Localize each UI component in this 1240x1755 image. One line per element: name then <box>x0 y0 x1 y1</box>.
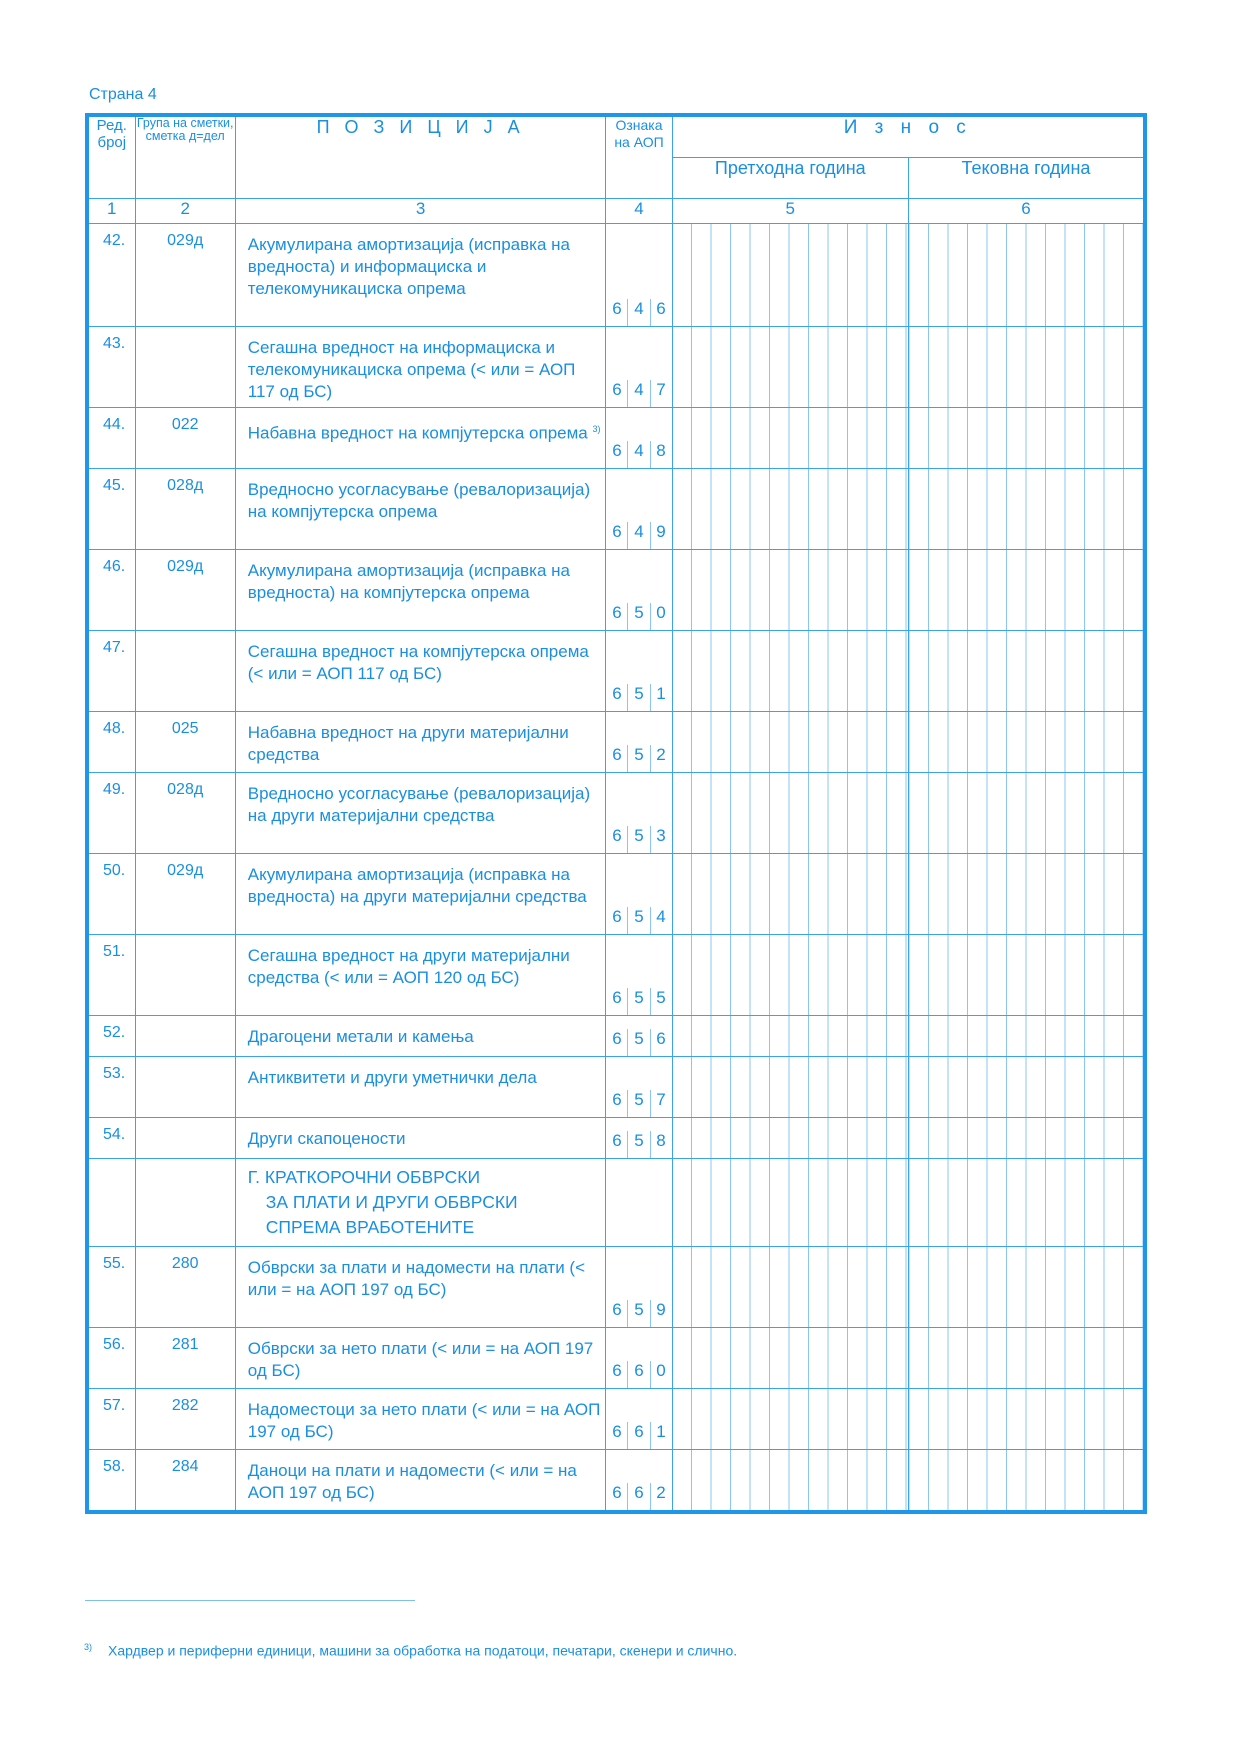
account-group: 029д <box>135 550 235 631</box>
amount-curr-year-cell[interactable] <box>909 408 1146 469</box>
aop-digit: 5 <box>627 988 649 1015</box>
aop-digit: 6 <box>612 441 622 460</box>
position-text <box>235 1057 606 1118</box>
amount-prev-year-cell[interactable] <box>672 773 908 854</box>
account-group: 022 <box>135 408 235 469</box>
account-group: 025 <box>135 712 235 773</box>
aop-digit: 5 <box>627 907 649 934</box>
aop-digit: 5 <box>650 988 672 1015</box>
aop-digit: 5 <box>627 1090 649 1117</box>
amount-curr-year-cell[interactable] <box>909 1389 1146 1450</box>
amount-prev-year-cell[interactable] <box>672 469 908 550</box>
account-group: 028д <box>135 773 235 854</box>
row-number: 51. <box>87 935 135 1016</box>
position-label: Сегашна вредност на компјутерска опрема (< или = АОП 117 од БС) <box>247 642 589 683</box>
amount-curr-year-cell[interactable] <box>909 1057 1146 1118</box>
aop-digit: 6 <box>612 522 622 541</box>
amount-prev-year-cell[interactable] <box>672 1118 908 1159</box>
row-number: 50. <box>87 854 135 935</box>
amount-curr-year-cell[interactable] <box>909 631 1146 712</box>
header-account-group: Група на сметки, сметка д=дел <box>135 115 235 199</box>
position-text <box>235 1328 606 1389</box>
position-text <box>235 1450 606 1513</box>
row-number: 42. <box>87 224 135 327</box>
amount-prev-year-cell[interactable] <box>672 224 908 327</box>
account-group <box>135 631 235 712</box>
amount-curr-year-cell[interactable] <box>909 773 1146 854</box>
section-title: Г. КРАТКОРОЧНИ ОБВРСКИ ЗА ПЛАТИ И ДРУГИ ОБВРСКИ СПРЕМА ВРАБОТЕНИТЕ <box>235 1159 606 1247</box>
header-previous-year: Претходна година <box>672 158 908 199</box>
position-label: Драгоцени метали и камења <box>247 1027 474 1046</box>
header-current-year: Тековна година <box>909 158 1146 199</box>
account-group <box>135 1118 235 1159</box>
aop-digit: 6 <box>612 1131 622 1150</box>
aop-digit: 3 <box>650 826 672 853</box>
aop-digit: 2 <box>650 745 672 772</box>
aop-digit: 4 <box>627 522 649 549</box>
row-number: 58. <box>87 1450 135 1513</box>
amount-curr-year-cell[interactable] <box>909 1450 1146 1513</box>
row-number: 49. <box>87 773 135 854</box>
section-row <box>87 1159 1145 1247</box>
aop-digit: 5 <box>627 1300 649 1327</box>
row-number: 43. <box>87 327 135 408</box>
amount-prev-year-cell[interactable] <box>672 408 908 469</box>
aop-code <box>606 1389 672 1450</box>
account-group <box>135 1016 235 1057</box>
aop-digit: 6 <box>612 1422 622 1441</box>
aop-digit: 1 <box>650 684 672 711</box>
aop-digit: 8 <box>650 441 672 468</box>
aop-digit: 6 <box>612 1300 622 1319</box>
table-row <box>87 327 1145 408</box>
aop-digit: 6 <box>612 907 622 926</box>
position-label: Други скапоцености <box>247 1129 406 1148</box>
aop-digit: 5 <box>627 684 649 711</box>
amount-curr-year-cell[interactable] <box>909 224 1146 327</box>
row-number: 45. <box>87 469 135 550</box>
account-group: 029д <box>135 854 235 935</box>
aop-digit: 1 <box>650 1422 672 1449</box>
aop-code <box>606 408 672 469</box>
row-number: 55. <box>87 1247 135 1328</box>
amount-prev-year-cell[interactable] <box>672 854 908 935</box>
footnote-mark: 3) <box>84 1642 93 1652</box>
position-text <box>235 1016 606 1057</box>
aop-digit: 4 <box>627 441 649 468</box>
amount-prev-year-cell[interactable] <box>672 1450 908 1513</box>
aop-digit: 0 <box>650 1361 672 1388</box>
aop-digit: 5 <box>627 745 649 772</box>
page-label: Страна 4 <box>89 86 157 103</box>
aop-digit: 6 <box>650 1029 672 1056</box>
amount-prev-year-cell[interactable] <box>672 1247 908 1328</box>
aop-digit: 5 <box>627 826 649 853</box>
table-row <box>87 1450 1145 1513</box>
position-text <box>235 1118 606 1159</box>
aop-code <box>606 1450 672 1513</box>
aop-digit: 9 <box>650 522 672 549</box>
position-label: Вредносно усогласување (ревалоризација) на компјутерска опрема <box>247 480 591 521</box>
column-number: 2 <box>135 199 235 224</box>
form-table <box>85 113 1147 1514</box>
position-text <box>235 712 606 773</box>
aop-digit: 7 <box>650 380 672 407</box>
header-row <box>87 115 1145 158</box>
amount-prev-year-cell[interactable] <box>672 1016 908 1057</box>
position-label: Акумулирана амортизација (исправка на вредноста) на други материјални средства <box>247 865 587 906</box>
amount-curr-year-cell[interactable] <box>909 1247 1146 1328</box>
amount-prev-year-cell[interactable] <box>672 550 908 631</box>
footnote <box>84 1642 737 1659</box>
account-group: 028д <box>135 469 235 550</box>
aop-digit: 4 <box>627 380 649 407</box>
aop-digit: 4 <box>650 907 672 934</box>
position-label: Сегашна вредност на други материјални средства (< или = АОП 120 од БС) <box>247 946 570 987</box>
amount-prev-year-cell[interactable] <box>672 1057 908 1118</box>
aop-digit: 6 <box>627 1361 649 1388</box>
position-label: Набавна вредност на други материјални средства <box>247 723 569 764</box>
header-row-number: Ред. број <box>87 115 135 199</box>
column-number: 3 <box>235 199 606 224</box>
position-label: Набавна вредност на компјутерска опрема <box>247 423 588 443</box>
account-group: 280 <box>135 1247 235 1328</box>
table-row <box>87 1016 1145 1057</box>
table-row <box>87 1057 1145 1118</box>
position-text <box>235 469 606 550</box>
aop-digit: 6 <box>612 826 622 845</box>
position-label: Антиквитети и други уметнички дела <box>247 1068 537 1087</box>
position-text <box>235 935 606 1016</box>
position-label: Акумулирана амортизација (исправка на вредноста) на компјутерска опрема <box>247 561 570 602</box>
aop-digit: 6 <box>612 1483 622 1502</box>
aop-digit: 6 <box>627 1483 649 1510</box>
aop-digit: 6 <box>627 1422 649 1449</box>
aop-code <box>606 631 672 712</box>
position-label: Обврски за нето плати (< или = на АОП 197 од БС) <box>247 1339 594 1380</box>
row-number: 53. <box>87 1057 135 1118</box>
position-label: Акумулирана амортизација (исправка на вредноста) и информациска и телекомуникациска опрема <box>247 235 570 298</box>
position-text <box>235 327 606 408</box>
aop-code <box>606 327 672 408</box>
account-group: 282 <box>135 1389 235 1450</box>
amount-curr-year-cell[interactable] <box>909 550 1146 631</box>
aop-digit: 6 <box>612 1029 622 1048</box>
footnote-divider <box>85 1600 415 1601</box>
row-number: 57. <box>87 1389 135 1450</box>
column-number-row <box>87 199 1145 224</box>
position-label: Вредносно усогласување (ревалоризација) на други материјални средства <box>247 784 591 825</box>
row-number: 52. <box>87 1016 135 1057</box>
amount-prev-year-cell[interactable] <box>672 1328 908 1389</box>
amount-curr-year-cell[interactable] <box>909 327 1146 408</box>
account-group <box>135 1057 235 1118</box>
amount-curr-year-cell[interactable] <box>909 1016 1146 1057</box>
column-number: 1 <box>87 199 135 224</box>
aop-digit: 7 <box>650 1090 672 1117</box>
table-row <box>87 550 1145 631</box>
aop-code <box>606 224 672 327</box>
aop-digit: 6 <box>612 988 622 1007</box>
amount-curr-year-cell[interactable] <box>909 712 1146 773</box>
table-row <box>87 854 1145 935</box>
account-group: 029д <box>135 224 235 327</box>
account-group: 284 <box>135 1450 235 1513</box>
aop-code <box>606 469 672 550</box>
amount-curr-year-cell[interactable] <box>909 1159 1146 1247</box>
column-number: 6 <box>909 199 1146 224</box>
account-group: 281 <box>135 1328 235 1389</box>
position-label: Даноци на плати и надомести (< или = на АОП 197 од БС) <box>247 1461 577 1502</box>
aop-digit: 2 <box>650 1483 672 1510</box>
aop-code <box>606 1118 672 1159</box>
amount-prev-year-cell[interactable] <box>672 935 908 1016</box>
aop-digit: 9 <box>650 1300 672 1327</box>
table-row <box>87 224 1145 327</box>
aop-digit: 0 <box>650 603 672 630</box>
position-label: Сегашна вредност на информациска и телекомуникациска опрема (< или = АОП 117 од БС) <box>247 338 576 401</box>
position-text <box>235 631 606 712</box>
header-aop-code: Ознака на АОП <box>606 115 672 199</box>
position-text <box>235 773 606 854</box>
aop-code <box>606 1057 672 1118</box>
position-text <box>235 224 606 327</box>
aop-code <box>606 550 672 631</box>
table-row <box>87 469 1145 550</box>
aop-digit: 5 <box>627 603 649 630</box>
table-row <box>87 712 1145 773</box>
aop-code <box>606 1016 672 1057</box>
aop-digit: 4 <box>627 299 649 326</box>
amount-prev-year-cell[interactable] <box>672 1159 908 1247</box>
row-number: 46. <box>87 550 135 631</box>
amount-curr-year-cell[interactable] <box>909 1118 1146 1159</box>
aop-code <box>606 854 672 935</box>
table-row <box>87 408 1145 469</box>
aop-digit: 8 <box>650 1131 672 1158</box>
table-row <box>87 1389 1145 1450</box>
footnote-text: Хардвер и периферни единици, машини за обработка на податоци, печатари, скенери и слично. <box>108 1642 738 1659</box>
aop-digit: 6 <box>612 603 622 622</box>
column-number: 4 <box>606 199 672 224</box>
account-group <box>135 935 235 1016</box>
amount-prev-year-cell[interactable] <box>672 631 908 712</box>
position-label: Обврски за плати и надомести на плати (< или = на АОП 197 од БС) <box>247 1258 586 1299</box>
aop-digit: 6 <box>612 1361 622 1380</box>
amount-curr-year-cell[interactable] <box>909 469 1146 550</box>
table-row <box>87 773 1145 854</box>
row-number: 48. <box>87 712 135 773</box>
table-row <box>87 1118 1145 1159</box>
amount-prev-year-cell[interactable] <box>672 327 908 408</box>
position-label: Надоместоци за нето плати (< или = на АОП 197 од БС) <box>247 1400 601 1441</box>
table-row <box>87 1247 1145 1328</box>
amount-curr-year-cell[interactable] <box>909 1328 1146 1389</box>
aop-code <box>606 1247 672 1328</box>
aop-digit: 6 <box>650 299 672 326</box>
amount-prev-year-cell[interactable] <box>672 1389 908 1450</box>
row-number: 56. <box>87 1328 135 1389</box>
header-position: П О З И Ц И Ј А <box>235 115 606 199</box>
table-row <box>87 631 1145 712</box>
aop-digit: 6 <box>612 380 622 399</box>
aop-digit: 6 <box>612 1090 622 1109</box>
row-number: 47. <box>87 631 135 712</box>
amount-prev-year-cell[interactable] <box>672 712 908 773</box>
header-amount: И з н о с <box>672 115 1145 158</box>
aop-digit: 5 <box>627 1029 649 1056</box>
aop-digit: 6 <box>612 745 622 764</box>
aop-digit: 5 <box>627 1131 649 1158</box>
position-text <box>235 550 606 631</box>
amount-curr-year-cell[interactable] <box>909 935 1146 1016</box>
position-text <box>235 408 606 469</box>
aop-code <box>606 1328 672 1389</box>
column-number: 5 <box>672 199 908 224</box>
aop-digit: 6 <box>612 299 622 318</box>
aop-code <box>606 773 672 854</box>
account-group <box>135 327 235 408</box>
row-number: 54. <box>87 1118 135 1159</box>
aop-code <box>606 712 672 773</box>
position-text <box>235 1389 606 1450</box>
row-number: 44. <box>87 408 135 469</box>
footnote-ref: 3) <box>592 424 601 434</box>
aop-digit: 6 <box>612 684 622 703</box>
table-row <box>87 935 1145 1016</box>
position-text <box>235 854 606 935</box>
amount-curr-year-cell[interactable] <box>909 854 1146 935</box>
position-text <box>235 1247 606 1328</box>
aop-code <box>606 935 672 1016</box>
table-row <box>87 1328 1145 1389</box>
